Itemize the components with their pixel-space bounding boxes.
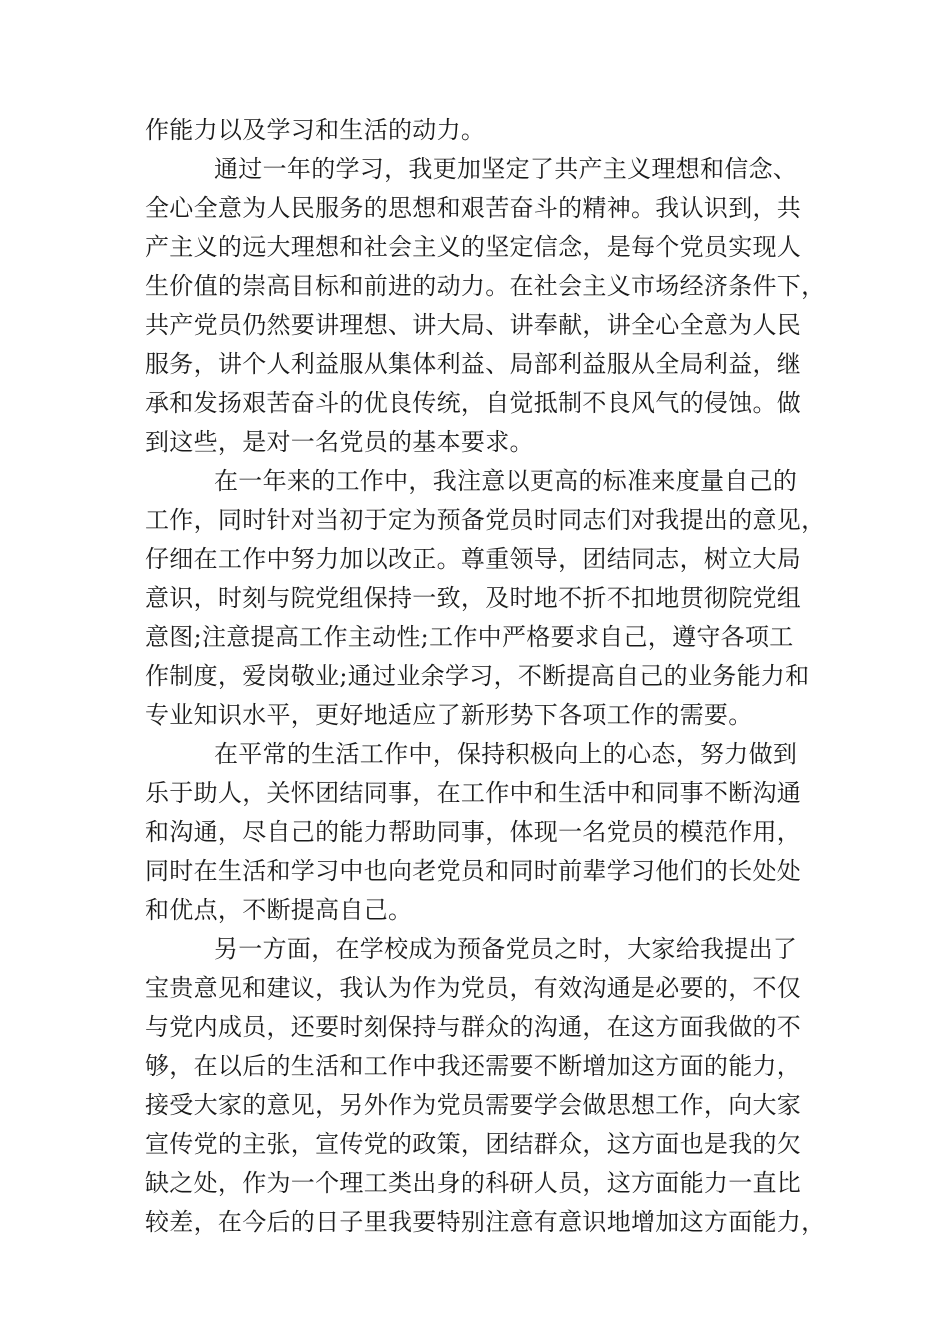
text-line: 专业知识水平，更好地适应了新形势下各项工作的需要。 — [145, 701, 753, 729]
text-line: 缺之处，作为一个理工类出身的科研人员，这方面能力一直比 — [145, 1169, 802, 1197]
text-line: 作能力以及学习和生活的动力。 — [145, 116, 486, 144]
text-line: 和沟通，尽自己的能力帮助同事，体现一名党员的模范作用， — [145, 818, 802, 846]
paragraph-first-line: 在平常的生活工作中，保持积极向上的心态，努力做到 — [214, 740, 798, 768]
text-line: 意识，时刻与院党组保持一致，及时地不折不扣地贯彻院党组 — [145, 584, 802, 612]
text-line: 到这些，是对一名党员的基本要求。 — [145, 428, 534, 456]
text-line: 服务，讲个人利益服从集体利益、局部利益服从全局利益，继 — [145, 350, 802, 378]
text-line: 承和发扬艰苦奋斗的优良传统，自觉抵制不良风气的侵蚀。做 — [145, 389, 802, 417]
text-line: 仔细在工作中努力加以改正。尊重领导，团结同志，树立大局 — [145, 545, 802, 573]
text-line: 够，在以后的生活和工作中我还需要不断增加这方面的能力， — [145, 1052, 802, 1080]
paragraph-first-line: 通过一年的学习，我更加坚定了共产主义理想和信念、 — [214, 155, 798, 183]
text-line: 意图;注意提高工作主动性;工作中严格要求自己，遵守各项工 — [145, 623, 794, 651]
text-line: 全心全意为人民服务的思想和艰苦奋斗的精神。我认识到，共 — [145, 194, 802, 222]
text-line: 接受大家的意见，另外作为党员需要学会做思想工作，向大家 — [145, 1091, 802, 1119]
text-line: 工作，同时针对当初于定为预备党员时同志们对我提出的意见， — [145, 506, 826, 534]
text-line: 与党内成员，还要时刻保持与群众的沟通，在这方面我做的不 — [145, 1013, 802, 1041]
text-line: 较差，在今后的日子里我要特别注意有意识地增加这方面能力， — [145, 1208, 826, 1236]
paragraph-first-line: 另一方面，在学校成为预备党员之时，大家给我提出了 — [214, 935, 798, 963]
text-line: 乐于助人，关怀团结同事，在工作中和生活中和同事不断沟通 — [145, 779, 802, 807]
text-line: 生价值的崇高目标和前进的动力。在社会主义市场经济条件下， — [145, 272, 826, 300]
document-body — [145, 111, 826, 1242]
text-line: 宝贵意见和建议，我认为作为党员，有效沟通是必要的，不仅 — [145, 974, 802, 1002]
text-line: 同时在生活和学习中也向老党员和同时前辈学习他们的长处处 — [145, 857, 802, 885]
text-line: 作制度，爱岗敬业;通过业余学习，不断提高自己的业务能力和 — [145, 662, 810, 690]
text-line: 和优点，不断提高自己。 — [145, 896, 413, 924]
paragraph-first-line: 在一年来的工作中，我注意以更高的标准来度量自己的 — [214, 467, 798, 495]
text-line: 共产党员仍然要讲理想、讲大局、讲奉献，讲全心全意为人民 — [145, 311, 802, 339]
text-line: 宣传党的主张，宣传党的政策，团结群众，这方面也是我的欠 — [145, 1130, 802, 1158]
text-line: 产主义的远大理想和社会主义的坚定信念，是每个党员实现人 — [145, 233, 802, 261]
